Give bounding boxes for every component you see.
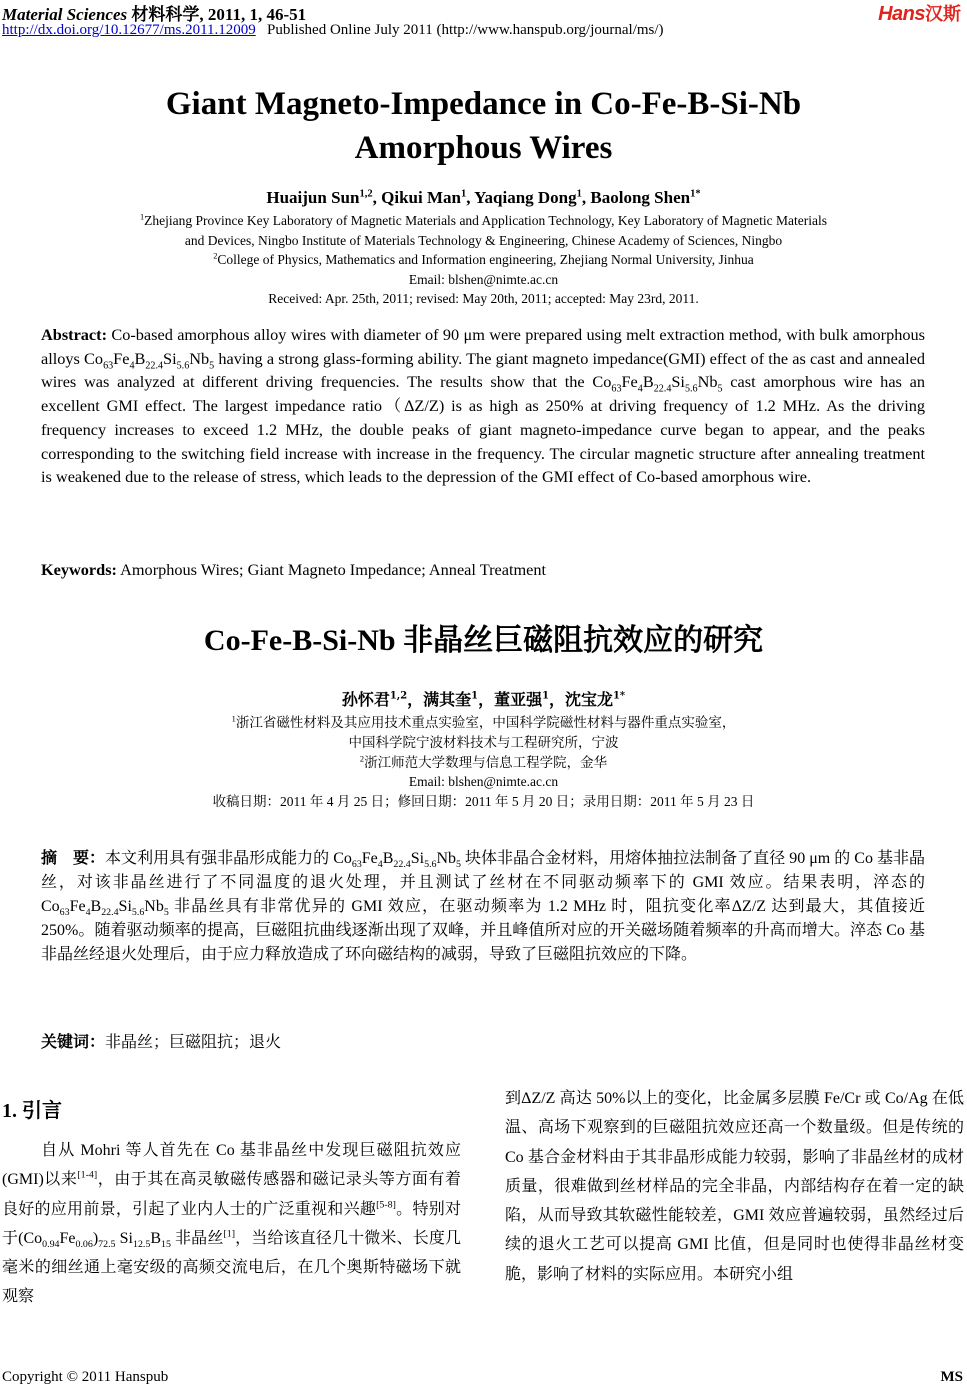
- body-column-left: [2, 1136, 461, 1312]
- author: 满其奎: [423, 690, 472, 709]
- subscript: 12.5: [132, 1239, 151, 1251]
- journal-abbreviation: MS: [940, 1369, 963, 1385]
- author-sep: ,: [372, 188, 382, 207]
- section-heading: [2, 1094, 62, 1123]
- author-sep: ,: [466, 188, 475, 207]
- affil-text: 浙江省磁性材料及其应用技术重点实验室，中国科学院磁性材料与器件重点实验室，: [235, 715, 736, 730]
- journal-name-cn: 材料科学: [131, 5, 200, 24]
- author: Huaijun Sun: [266, 188, 360, 207]
- body-text: Si: [115, 1229, 133, 1247]
- body-text: Fe: [59, 1229, 76, 1247]
- abstract-cn-text: 非晶丝具有非常优异的 GMI 效应，在驱动频率为 1.2 MHz 时，阻抗变化率ΔZ/Z 达到最大，其值接近 250%。随着驱动频率的提高，巨磁阻抗曲线逐渐出现了双峰，并且峰值所对应的开关磁场随着频率的升高而增大。淬态 Co 基非晶丝经退火处理后，由于应力释放造成了环向磁结构的减弱，导致了巨磁阻抗效应的下降。: [41, 898, 925, 963]
- keywords-label: Keywords:: [41, 560, 117, 579]
- body-text: B: [150, 1229, 161, 1247]
- affiliation-1-cont: and Devices, Ningbo Institute of Materials Technology & Engineering, Chinese Academy of Sciences, Ningbo: [184, 232, 783, 248]
- subscript: 0.06: [75, 1239, 93, 1251]
- affiliation-1: [0, 211, 967, 231]
- chemical-formula: $Co_{63}Fe_4B_{22.4}Si_{5.6}Nb_5$: [333, 850, 461, 871]
- dates-cn: 收稿日期：2011 年 4 月 25 日；修回日期：2011 年 5 月 20 日；录用日期：2011 年 5 月 23 日: [212, 794, 755, 810]
- affiliation-1-cn-cont: 中国科学院宁波材料技术与工程研究所，宁波: [348, 734, 619, 750]
- author-affil-sup: 1,2: [359, 188, 373, 200]
- subscript: 72.5: [98, 1239, 116, 1251]
- affil-text: Zhejiang Province Key Laboratory of Magnetic Materials and Application Technology, Key Laboratory of Magnetic Materials: [144, 213, 828, 228]
- author-affil-sup: 1,2: [389, 690, 408, 702]
- affiliations-en: [0, 211, 967, 309]
- paper-title-cn: Co-Fe-B-Si-Nb 非晶丝巨磁阻抗效应的研究: [203, 624, 764, 657]
- author-affil-sup: 1*: [690, 188, 701, 200]
- logo-text-cn: 汉斯: [925, 4, 961, 25]
- copyright: Copyright © 2011 Hanspub: [2, 1369, 169, 1385]
- abstract-text: having a strong glass-forming ability. The giant magneto impedance(GMI) effect of the as cast and annealed wires was analyzed at different driving frequencies. The results show that the: [41, 348, 925, 392]
- chemical-formula: $Co_{63}Fe_4B_{22.4}Si_{5.6}Nb_5$: [41, 898, 169, 919]
- affil-sup: 1: [139, 212, 145, 222]
- citation[interactable]: [1-4]: [77, 1169, 98, 1181]
- author-affil-sup: 1: [471, 690, 479, 702]
- received-dates-en: Received: Apr. 25th, 2011; revised: May 20th, 2011; accepted: May 23rd, 2011.: [268, 291, 699, 306]
- author: Yaqiang Dong: [474, 188, 577, 207]
- body-text: ，当给该直径几十微米、长度几毫米的细丝通上毫安级的高频交流电后，在几个奥斯特磁场下就观察: [2, 1229, 461, 1306]
- body-text: 自从 Mohri 等人首先在 Co 基非晶丝中发现巨磁阻抗效应(GMI)以来: [2, 1142, 461, 1189]
- author: Qikui Man: [381, 188, 461, 207]
- affiliations-cn: [0, 713, 967, 812]
- published-online: Published Online July 2011 (http://www.hanspub.org/journal/ms/): [267, 22, 664, 38]
- chemical-formula: $Co_{63}Fe_4B_{22.4}Si_{5.6}Nb_5$: [592, 372, 723, 395]
- author-list-cn: [0, 687, 967, 710]
- keywords-cn-label: 关键词：: [41, 1032, 106, 1051]
- affil-sup: 2: [213, 251, 218, 261]
- chemical-formula: $Co_{63}Fe_4B_{22.4}Si_{5.6}Nb_5$: [84, 348, 215, 371]
- author-sep: ，: [407, 690, 424, 709]
- body-text: ，由于其在高灵敏磁传感器和磁记录头等方面有着良好的应用前景，引起了业内人士的广泛重视和兴趣: [2, 1171, 461, 1218]
- subscript: 0.94: [42, 1239, 60, 1251]
- doi-link[interactable]: http://dx.doi.org/10.12677/ms.2011.12009: [2, 22, 256, 38]
- abstract-en: [41, 323, 925, 489]
- affil-sup: 2: [359, 754, 365, 764]
- citation[interactable]: [5-8]: [376, 1199, 396, 1211]
- author: 董亚强: [494, 690, 543, 709]
- body-text: 非晶丝: [170, 1229, 224, 1247]
- author-affil-sup: 1*: [613, 690, 626, 702]
- abstract-text: cast amorphous wire has an excellent GMI effect. The largest impedance ratio（ΔZ/Z) is as high as 250% at driving frequency of 1.2 MHz. As the driving frequency increases to exceed 1.2 MHz, the double peaks of giant magneto-impedance curve began to appear, and the peaks corresponding to the switching field increase with increase in the frequency. The circular magnetic structure after annealing treatment is weakened due to the release of stress, which leads to the depression of the GMI effect of Co-based amorphous wire.: [41, 372, 926, 487]
- keywords-cn-text: 非晶丝；巨磁阻抗；退火: [105, 1034, 282, 1051]
- paper-title-en: [0, 82, 967, 170]
- author: Baolong Shen: [590, 188, 691, 207]
- subscript: 15: [161, 1239, 171, 1251]
- hans-logo: [878, 0, 961, 26]
- keywords-en: [41, 560, 546, 580]
- abstract-cn: [41, 846, 925, 967]
- section-title: 引言: [22, 1098, 62, 1122]
- author: 孙怀君: [341, 690, 390, 709]
- affil-text: 浙江师范大学数理与信息工程学院，金华: [364, 754, 608, 770]
- author-sep: ,: [581, 188, 591, 207]
- affil-sup: 1: [231, 714, 236, 724]
- title-line-2: Amorphous Wires: [354, 130, 613, 166]
- journal-name-en: Material Sciences: [2, 5, 128, 24]
- author-affil-sup: 1: [460, 188, 467, 200]
- section-number: 1.: [2, 1100, 17, 1122]
- publication-line: [2, 22, 664, 39]
- email-cn: Email: blshen@nimte.ac.cn: [408, 774, 559, 790]
- keywords-cn: [41, 1029, 281, 1052]
- affiliation-2: [0, 250, 967, 270]
- body-column-right: 到ΔZ/Z 高达 50%以上的变化，比金属多层膜 Fe/Cr 或 Co/Ag 在低温、高场下观察到的巨磁阻抗效应还高一个数量级。但是传统的 Co 基合金材料由于其非晶形成能力较弱，影响了非晶丝材的成材质量，很难做到丝材样品的完全非晶，内部结构存在着一定的缺陷，从而导致其软磁性能较差，GMI 效应普遍较弱，虽然经过后续的退火工艺可以提高 GMI 比值，但是同时也使得非晶丝材变脆，影响了材料的实际应用。本研究小组: [505, 1090, 964, 1283]
- abstract-cn-text: 块体非晶合金材料，用熔体抽拉法制备了直径 90 μm 的 Co 基非晶丝，对该非晶丝进行了不同温度的退火处理，并且测试了丝材在不同驱动频率下的 GMI 效应。结果表明，淬态的: [41, 850, 925, 891]
- abstract-label: Abstract:: [41, 325, 108, 344]
- affiliation-1-cn: [0, 713, 967, 733]
- abstract-cn-text: 本文利用具有强非晶形成能力的: [105, 850, 334, 867]
- body-text: 。特别对于(Co: [2, 1200, 461, 1247]
- body-text: ): [92, 1229, 99, 1247]
- author-sep: ，: [478, 690, 495, 709]
- citation[interactable]: [1]: [223, 1228, 236, 1240]
- affiliation-2-cn: [0, 753, 967, 773]
- author: 沈宝龙: [565, 690, 614, 709]
- logo-text-en: Hans: [878, 3, 925, 25]
- abstract-cn-label: 摘 要：: [41, 848, 106, 867]
- keywords-text: Amorphous Wires; Giant Magneto Impedance; Anneal Treatment: [116, 560, 547, 579]
- volume-info: , 2011, 1, 46-51: [199, 5, 307, 24]
- author-sep: ，: [549, 690, 566, 709]
- author-list-en: [0, 188, 967, 208]
- abstract-text: Co-based amorphous alloy wires with diameter of 90 μm were prepared using melt extraction method, with bulk amorphous alloys: [41, 325, 925, 368]
- author-affil-sup: 1: [576, 188, 582, 200]
- email-en: Email: blshen@nimte.ac.cn: [408, 271, 559, 287]
- title-line-1: Giant Magneto-Impedance in Co-Fe-B-Si-Nb: [165, 86, 802, 122]
- author-affil-sup: 1: [542, 690, 549, 702]
- affil-text: College of Physics, Mathematics and Information engineering, Zhejiang Normal University, Jinhua: [217, 252, 754, 267]
